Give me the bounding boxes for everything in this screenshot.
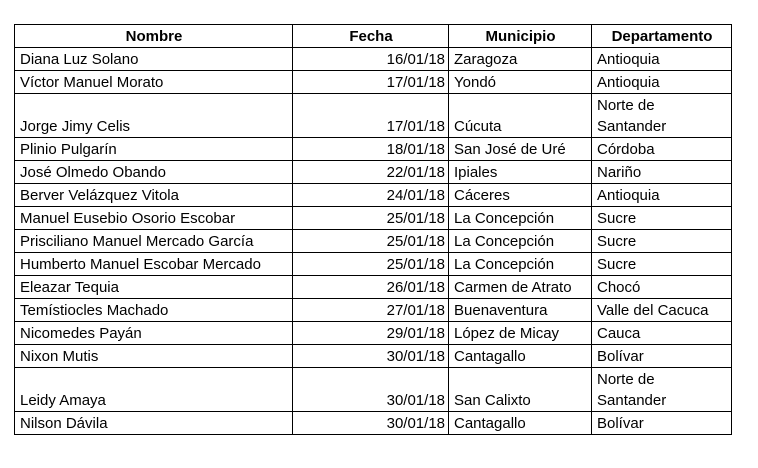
cell-nombre: Manuel Eusebio Osorio Escobar bbox=[15, 207, 293, 230]
table-row bbox=[15, 276, 732, 299]
data-sheet bbox=[14, 24, 731, 435]
cell-municipio: Buenaventura bbox=[449, 299, 592, 322]
table-row bbox=[15, 138, 732, 161]
cell-nombre: Humberto Manuel Escobar Mercado bbox=[15, 253, 293, 276]
cell-nombre: Nicomedes Payán bbox=[15, 322, 293, 345]
cell-departamento: Antioquia bbox=[592, 184, 732, 207]
table-row bbox=[15, 94, 732, 138]
table-row bbox=[15, 322, 732, 345]
cell-departamento: Bolívar bbox=[592, 412, 732, 435]
table-row bbox=[15, 184, 732, 207]
cell-nombre: Nixon Mutis bbox=[15, 345, 293, 368]
cell-fecha: 25/01/18 bbox=[293, 253, 449, 276]
table-row bbox=[15, 368, 732, 412]
cell-municipio: Cúcuta bbox=[449, 94, 592, 138]
cell-municipio: Carmen de Atrato bbox=[449, 276, 592, 299]
cell-municipio: Yondó bbox=[449, 71, 592, 94]
cell-nombre: Diana Luz Solano bbox=[15, 48, 293, 71]
cell-fecha: 27/01/18 bbox=[293, 299, 449, 322]
cell-municipio: San José de Uré bbox=[449, 138, 592, 161]
table-row bbox=[15, 299, 732, 322]
cell-departamento: Sucre bbox=[592, 207, 732, 230]
cell-municipio: Cantagallo bbox=[449, 345, 592, 368]
cell-municipio: La Concepción bbox=[449, 230, 592, 253]
cell-nombre: Leidy Amaya bbox=[15, 368, 293, 412]
cell-departamento: Córdoba bbox=[592, 138, 732, 161]
cell-departamento: Norte de Santander bbox=[592, 94, 732, 138]
cell-departamento: Sucre bbox=[592, 230, 732, 253]
cell-departamento: Sucre bbox=[592, 253, 732, 276]
cell-departamento: Valle del Cacuca bbox=[592, 299, 732, 322]
cell-departamento: Norte de Santander bbox=[592, 368, 732, 412]
cell-nombre: Jorge Jimy Celis bbox=[15, 94, 293, 138]
cell-nombre: Prisciliano Manuel Mercado García bbox=[15, 230, 293, 253]
cell-fecha: 25/01/18 bbox=[293, 207, 449, 230]
cell-municipio: López de Micay bbox=[449, 322, 592, 345]
table-row bbox=[15, 71, 732, 94]
cell-fecha: 25/01/18 bbox=[293, 230, 449, 253]
cell-nombre: Nilson Dávila bbox=[15, 412, 293, 435]
table-row bbox=[15, 345, 732, 368]
cell-fecha: 22/01/18 bbox=[293, 161, 449, 184]
table-row bbox=[15, 161, 732, 184]
cell-nombre: Temístiocles Machado bbox=[15, 299, 293, 322]
table-row bbox=[15, 48, 732, 71]
table-row bbox=[15, 412, 732, 435]
cell-municipio: Zaragoza bbox=[449, 48, 592, 71]
cell-departamento: Antioquia bbox=[592, 48, 732, 71]
table-row bbox=[15, 253, 732, 276]
cell-nombre: José Olmedo Obando bbox=[15, 161, 293, 184]
header-row bbox=[15, 25, 732, 48]
header-nombre: Nombre bbox=[15, 25, 293, 48]
cell-municipio: La Concepción bbox=[449, 253, 592, 276]
cell-departamento: Antioquia bbox=[592, 71, 732, 94]
cell-departamento: Cauca bbox=[592, 322, 732, 345]
cell-municipio: Cáceres bbox=[449, 184, 592, 207]
cell-fecha: 26/01/18 bbox=[293, 276, 449, 299]
victims-table bbox=[14, 24, 732, 435]
table-row bbox=[15, 207, 732, 230]
cell-fecha: 16/01/18 bbox=[293, 48, 449, 71]
cell-fecha: 30/01/18 bbox=[293, 345, 449, 368]
cell-departamento: Nariño bbox=[592, 161, 732, 184]
cell-municipio: Cantagallo bbox=[449, 412, 592, 435]
table-row bbox=[15, 230, 732, 253]
cell-municipio: La Concepción bbox=[449, 207, 592, 230]
cell-nombre: Eleazar Tequia bbox=[15, 276, 293, 299]
cell-fecha: 30/01/18 bbox=[293, 368, 449, 412]
cell-fecha: 17/01/18 bbox=[293, 71, 449, 94]
cell-municipio: Ipiales bbox=[449, 161, 592, 184]
header-fecha: Fecha bbox=[293, 25, 449, 48]
cell-departamento: Bolívar bbox=[592, 345, 732, 368]
cell-fecha: 17/01/18 bbox=[293, 94, 449, 138]
header-departamento: Departamento bbox=[592, 25, 732, 48]
cell-fecha: 18/01/18 bbox=[293, 138, 449, 161]
cell-nombre: Víctor Manuel Morato bbox=[15, 71, 293, 94]
header-municipio: Municipio bbox=[449, 25, 592, 48]
cell-fecha: 24/01/18 bbox=[293, 184, 449, 207]
cell-nombre: Berver Velázquez Vitola bbox=[15, 184, 293, 207]
cell-fecha: 30/01/18 bbox=[293, 412, 449, 435]
cell-municipio: San Calixto bbox=[449, 368, 592, 412]
cell-fecha: 29/01/18 bbox=[293, 322, 449, 345]
cell-departamento: Chocó bbox=[592, 276, 732, 299]
cell-nombre: Plinio Pulgarín bbox=[15, 138, 293, 161]
